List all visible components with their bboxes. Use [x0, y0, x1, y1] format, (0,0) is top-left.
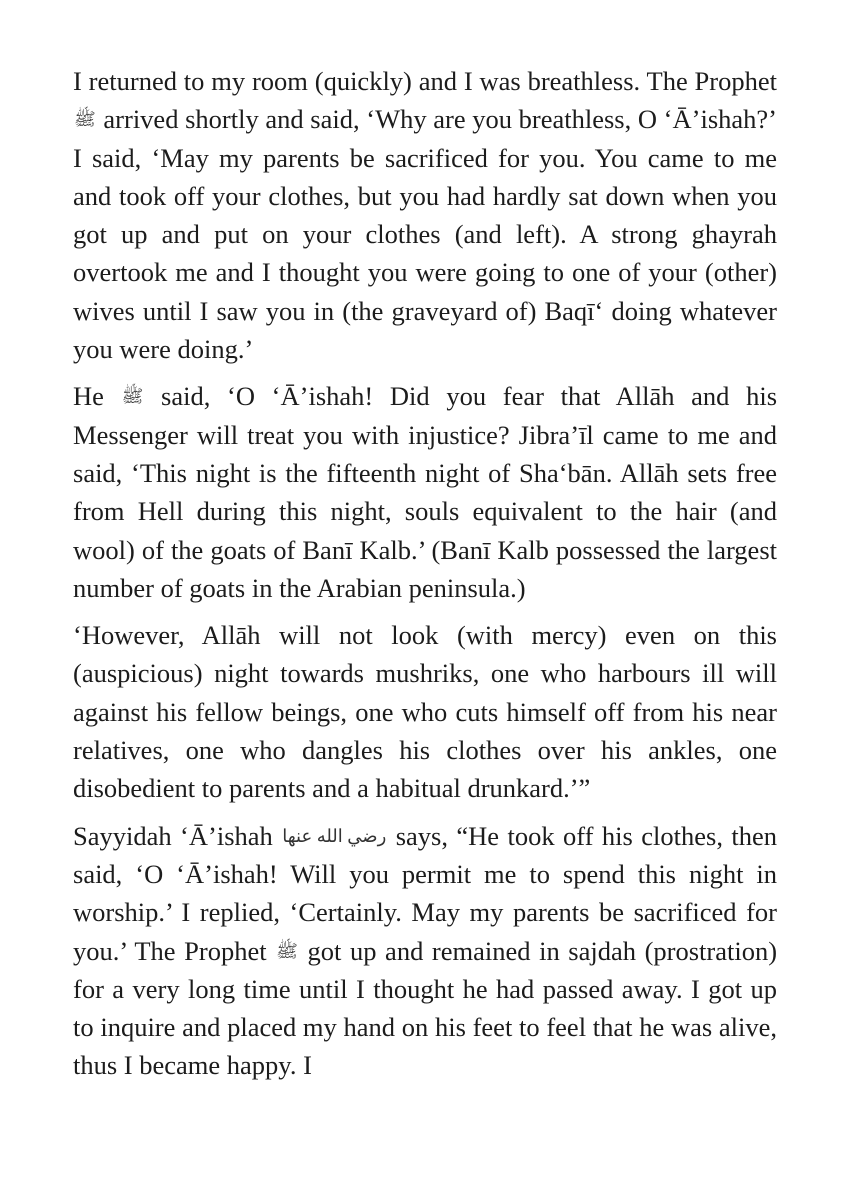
honorific-salawat-icon: ﷺ: [74, 109, 96, 130]
honorific-radiallahu-anha-icon: رضي الله عنها: [282, 825, 387, 846]
honorific-salawat-icon: ﷺ: [276, 940, 298, 961]
paragraph-2-text-2: said, ‘O ‘Ā’ishah! Did you fear that Allāh and his Messenger will treat you with injustice? Jibra’īl came to me and said, ‘This night is the fifteenth night of Sha‘bān. Allāh sets free from Hell during this night, souls equivalent to the hair (and wool) of the goats of Banī Kalb.’ (Banī Kalb possessed the largest number of goats in the Arabian peninsula.): [73, 381, 778, 603]
paragraph-2: [73, 377, 777, 607]
paragraph-1: [73, 62, 777, 368]
paragraph-4-text-1: Sayyidah ‘Ā’ishah: [73, 820, 273, 851]
honorific-salawat-icon: ﷺ: [121, 386, 144, 407]
page-body: [73, 62, 777, 1094]
paragraph-4-text-2: says, “He took off his clothes, then said, ‘O ‘Ā’ishah! Will you permit me to spend this night in worship.’ I replied, ‘Certainly. May my parents be sacrificed for you.’ The Prophet: [73, 820, 778, 966]
paragraph-1-text-1: I returned to my room (quickly) and I was breathless. The Prophet: [73, 66, 777, 96]
paragraph-2-text-1: He: [73, 381, 104, 412]
paragraph-4: [73, 817, 777, 1085]
paragraph-4-text-3: got up and remained in sajdah (prostration) for a very long time until I thought he had passed away. I got up to inquire and placed my hand on his feet to feel that he was alive, thus I became happy. I: [73, 935, 778, 1081]
paragraph-3-text-1: ‘However, Allāh will not look (with mercy) even on this (auspicious) night towards mushriks, one who harbours ill will against his fellow beings, one who cuts himself off from his near relatives, one who dangles his clothes over his ankles, one disobedient to parents and a habitual drunkard.’”: [73, 620, 777, 804]
paragraph-3: [73, 616, 777, 807]
paragraph-1-text-2: arrived shortly and said, ‘Why are you breathless, O ‘Ā’ishah?’ I said, ‘May my parents be sacrificed for you. You came to me and took off your clothes, but you had hardly sat down when you got up and put on your clothes (and left). A strong ghayrah overtook me and I thought you were going to one of your (other) wives until I saw you in (the graveyard of) Baqī‘ doing whatever you were doing.’: [73, 104, 777, 365]
